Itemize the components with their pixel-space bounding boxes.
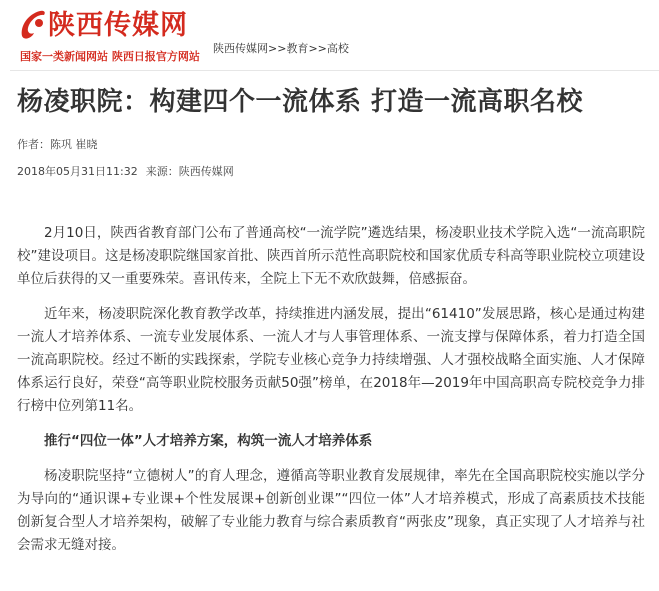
logo-title: 陕西传媒网 [48, 10, 188, 41]
source-name: 陕西传媒网 [178, 165, 234, 178]
article-body [17, 222, 645, 569]
header-divider [10, 70, 659, 71]
site-logo[interactable] [18, 8, 208, 64]
breadcrumb-home-link[interactable]: 陕西传媒网 [213, 42, 268, 55]
article-author [17, 136, 98, 152]
site-header [0, 0, 659, 70]
article-paragraph: 杨凌职院坚持“立德树人”的育人理念，遵循高等职业教育发展规律，率先在全国高职院校实施以学分为导向的“通识课+专业课+个性发展课+创新创业课”“四位一体”人才培养模式，形成了高素质技术技能创新复合型人才培养架构，破解了专业能力教育与综合素质教育“两张皮”现象，真正实现了人才培养与社会需求无缝对接。 [17, 468, 645, 553]
logo-subtitle: 国家一类新闻网站 陕西日报官方网站 [20, 50, 200, 63]
publish-date: 2018年05月31日11:32 [17, 165, 138, 178]
breadcrumb-education-link[interactable]: 教育 [286, 42, 309, 55]
breadcrumb-separator: >> [268, 42, 287, 55]
article-meta-line [17, 163, 234, 179]
author-names: 陈巩 崔晓 [50, 138, 98, 151]
breadcrumb [213, 40, 349, 56]
breadcrumb-university-link[interactable]: 高校 [326, 42, 349, 55]
article-paragraph: 近年来，杨凌职院深化教育教学改革，持续推进内涵发展，提出“61410”发展思路，核心是通过构建一流人才培养体系、一流专业发展体系、一流人才与人事管理体系、一流支撑与保障体系，着力打造全国一流高职院校。经过不断的实践探索，学院专业核心竞争力持续增强、人才强校战略全面实施、人才保障体系运行良好，荣登“高等职业院校服务贡献50强”榜单，在2018年—2019年中国高职高专院校竞争力排行榜中位列第11名。 [17, 306, 645, 414]
article-paragraph: 2月10日，陕西省教育部门公布了普通高校“一流学院”遴选结果，杨凌职业技术学院入选“一流高职院校”建设项目。这是杨凌职院继国家首批、陕西首所示范性高职院校和国家优质专科高等职业院校立项建设单位后获得的又一重要殊荣。喜讯传来，全院上下无不欢欣鼓舞，倍感振奋。 [17, 225, 645, 287]
source-label: 来源： [145, 165, 179, 178]
breadcrumb-separator: >> [308, 42, 327, 55]
author-label: 作者： [17, 138, 50, 151]
logo-brush-icon [18, 8, 48, 42]
article-subheading: 推行“四位一体”人才培养方案，构筑一流人才培养体系 [44, 433, 373, 449]
article-title: 杨凌职院：构建四个一流体系 打造一流高职名校 [17, 87, 584, 117]
